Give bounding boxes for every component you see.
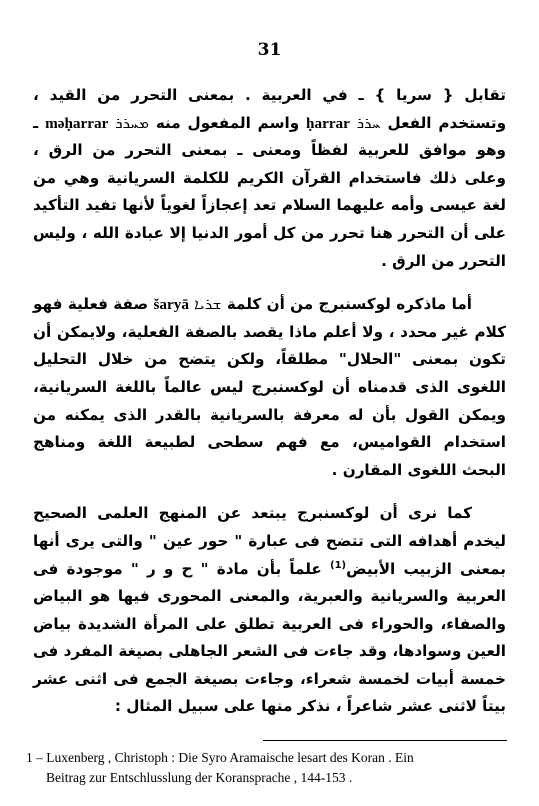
syriac-word-meharrar: ܡܚܪܪ — [115, 113, 149, 132]
p1-text-c: واسم المفعول منه — [148, 113, 307, 132]
p1-text-a: تقابل { سريا } ـ في العربية . بمعنى التحرر من القيد ، وتستخدم الفعل — [33, 86, 507, 132]
transliteration-harrar: ḥarrar — [306, 114, 350, 132]
paragraph-2 — [33, 291, 506, 484]
p3-text-b: علماً بأن مادة " ح و ر " موجودة فى العربية والسريانية والعبرية، والمعنى المحورى فيها هو البياض والصفاء، والحوراء فى العربية تطلق على المرأة الشديدة بياض العين وسوادها، وقد جاءت فى الشعر الجاهلى بصيغة المفرد فى خمسة أبيات لخمسة شعراء، وجاءت بصيغة الجمع فى اثنى عشر بيتاً لاثنى عشر شاعراً ، نذكر منها على سبيل المثال : — [33, 559, 506, 716]
footnote-line-2: Beitrag zur Entschlusslung der Koransprache , 144-153 . — [46, 770, 353, 785]
footnote-separator — [263, 740, 507, 741]
transliteration-sharya: šaryā — [153, 296, 189, 314]
page-number: 31 — [257, 40, 282, 60]
p1-text-e: ـ وهو موافق للعربية لفظاً ومعنى ـ بمعنى التحرر من الرق ، وعلى ذلك فاستخدام القرآن الكريم للكلمة السريانية وهي من لغة عيسى وأمه عليهما السلام تعد إعجازاً لغوياً لأنها تفيد التأكيد على أن التحرر هنا تحرر من كل أمور الدنيا إلا عبادة الله ، وليس التحرر من الرق . — [33, 113, 506, 270]
syriac-word-sharya: ܫܪܝܐ — [194, 295, 222, 314]
body-text — [33, 82, 506, 721]
transliteration-meharrar: məḥarrar — [45, 114, 109, 132]
footnote-reference: (1) — [330, 559, 347, 571]
p2-text-c: صفة فعلية فهو كلام غير محدد ، ولا أعلم ماذا يقصد بالصفة الفعلية، ولايمكن أن تكون بمعنى "الحلال" مطلقاً، ولكن يتضح من خلال التحليل اللغوى الذى قدمناه أن لوكسنبرج ليس عالماً باللغة السريانية، ويمكن القول بأن له معرفة بالسريانية بالقدر الذى يمكنه من استخدام القواميس، مع فهم سطحى لطبيعة اللغة ومناهج البحث اللغوى المقارن . — [33, 295, 506, 479]
footnote-line-1: 1 – Luxenberg , Christoph : Die Syro Aramaische lesart des Koran . Ein — [26, 750, 414, 765]
syriac-word-harrar: ܚܪܪ — [356, 113, 381, 132]
p2-text-a: أما ماذكره لوكسنبرج من أن كلمة — [221, 295, 472, 314]
paragraph-gap — [33, 275, 506, 291]
paragraph-3 — [33, 500, 506, 721]
p3-text-a: كما نرى أن لوكسنبرج يبتعد عن المنهج العلمى الصحيح ليخدم أهدافه التى تتضح فى عبارة " حور عين " والتى يرى أنها بمعنى الزبيب الأبيض — [33, 504, 506, 578]
p1-space-1 — [350, 114, 357, 132]
paragraph-1 — [33, 82, 506, 275]
footnote — [26, 748, 511, 788]
paragraph-gap — [33, 484, 506, 500]
